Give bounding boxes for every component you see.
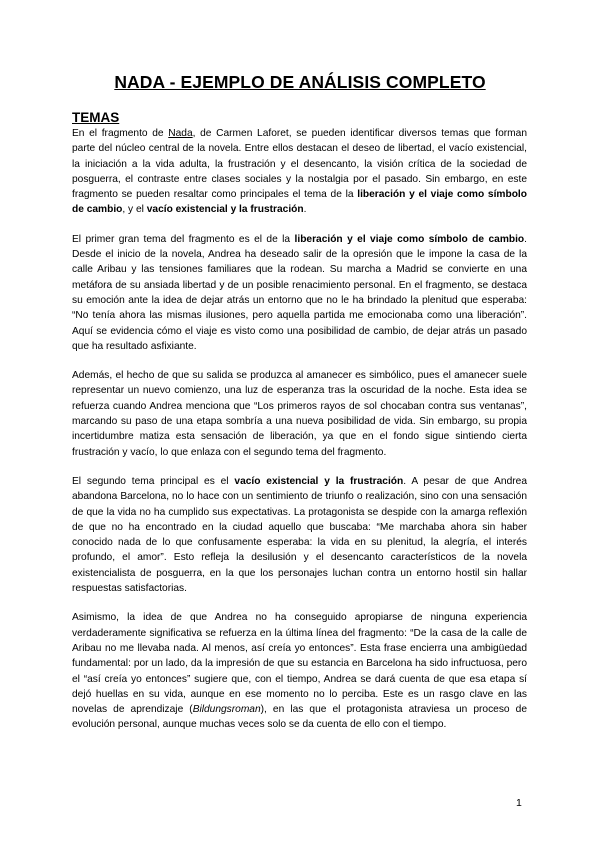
text-segment: En el fragmento de	[72, 128, 169, 139]
page-number: 1	[516, 797, 522, 809]
text-segment: .	[303, 204, 307, 216]
text-segment: , y el	[122, 204, 147, 216]
text-segment: ), en las que el protagonista atraviesa un proceso de evolución personal, aunque muchas veces solo se da cuenta de ello con el tiempo.	[72, 704, 527, 731]
text-segment: , de Carmen Laforet, se pueden identificar diversos temas que forman parte del núcleo central de la novela. Entre ellos destacan el deseo de libertad, el vacío existencial, la iniciación a la vida adulta, la frustración y el desencanto, la visión crítica de la sociedad de posguerra, el contraste entre clases sociales y la nostalgia por el pasado. Sin embargo, en este fragmento se pueden resaltar como principales el tema de la	[72, 128, 527, 201]
book-title-link-text: Nada	[168, 128, 193, 139]
section-heading: TEMAS	[72, 110, 120, 125]
text-segment: Asimismo, la idea de que Andrea no ha conseguido apropiarse de ninguna experiencia verdaderamente significativa se refuerza en la última línea del fragmento: “De la casa de la calle de Aribau no me llevaba nada. Al menos, así creía yo entonces”. Esta frase encierra una ambigüedad fundamental: por un lado, da la impresión de que su estancia en Barcelona ha sido infructuosa, pero el “así creía yo entonces” sugiere que, con el tiempo, Andrea se dará cuenta de que esa etapa sí dejó huellas en su vida, aunque en ese momento no lo perciba. Este es un rasgo clave en las novelas de aprendizaje (	[72, 612, 527, 716]
page-title: NADA - EJEMPLO DE ANÁLISIS COMPLETO	[114, 72, 486, 92]
paragraph	[72, 610, 527, 732]
bold-theme: liberación y el viaje como símbolo de cambio	[72, 189, 527, 216]
bold-theme: vacío existencial y la frustración	[234, 475, 404, 487]
text-segment: El primer gran tema del fragmento es el de la	[72, 233, 295, 245]
paragraph	[72, 126, 527, 218]
paragraph	[72, 474, 527, 596]
bold-theme: liberación y el viaje como símbolo de cambio	[294, 233, 525, 245]
text-segment: Además, el hecho de que su salida se produzca al amanecer es simbólico, pues el amanecer suele representar un nuevo comienzo, una luz de esperanza tras la oscuridad de la noche. Esta idea se refuerza cuando Andrea menciona que “Los primeros rayos de sol chocaban contra sus ventanas”, marcando su paso de una etapa sombría a una nueva posibilidad de vida. Sin embargo, su propia incertidumbre matiza esta sensación de liberación, ya que en el fondo sigue sintiendo cierta frustración y vacío, lo que enlaza con el segundo tema del fragmento.	[72, 370, 527, 458]
document-body	[72, 110, 527, 733]
paragraph	[72, 368, 527, 460]
text-segment: . Desde el inicio de la novela, Andrea ha deseado salir de la opresión que le impone la casa de la calle Aribau y las tensiones familiares que la rodean. Su marcha a Madrid se convierte en una metáfora de su ansiada libertad y de un posible renacimiento personal. En el fragmento, se destaca su emoción ante la idea de dejar atrás un entorno que no le ha brindado la plenitud que esperaba: “No tenía ahora las mismas ilusiones, pero aquella partida me emocionaba como una liberación”. Aquí se evidencia cómo el viaje es visto como una posibilidad de cambio, de dejar atrás un pasado que ha resultado asfixiante.	[72, 233, 527, 352]
italic-term: Bildungsroman	[192, 704, 261, 716]
text-segment: El segundo tema principal es el	[72, 475, 235, 487]
text-segment: . A pesar de que Andrea abandona Barcelona, no lo hace con un sentimiento de triunfo o realización, sino con una sensación de que la vida no ha cumplido sus expectativas. La protagonista se despide con la amarga reflexión de que no ha encontrado en la ciudad aquello que buscaba: “Me marchaba ahora sin haber conocido nada de lo que confusamente esperaba: la vida en su plenitud, la alegría, el interés profundo, el amor”. Esto refleja la desilusión y el desencanto característicos de la novela existencialista de posguerra, en la que los personajes luchan contra un entorno hostil sin hallar respuestas satisfactorias.	[72, 475, 527, 595]
paragraph	[72, 232, 527, 354]
bold-theme: vacío existencial y la frustración	[146, 204, 304, 216]
